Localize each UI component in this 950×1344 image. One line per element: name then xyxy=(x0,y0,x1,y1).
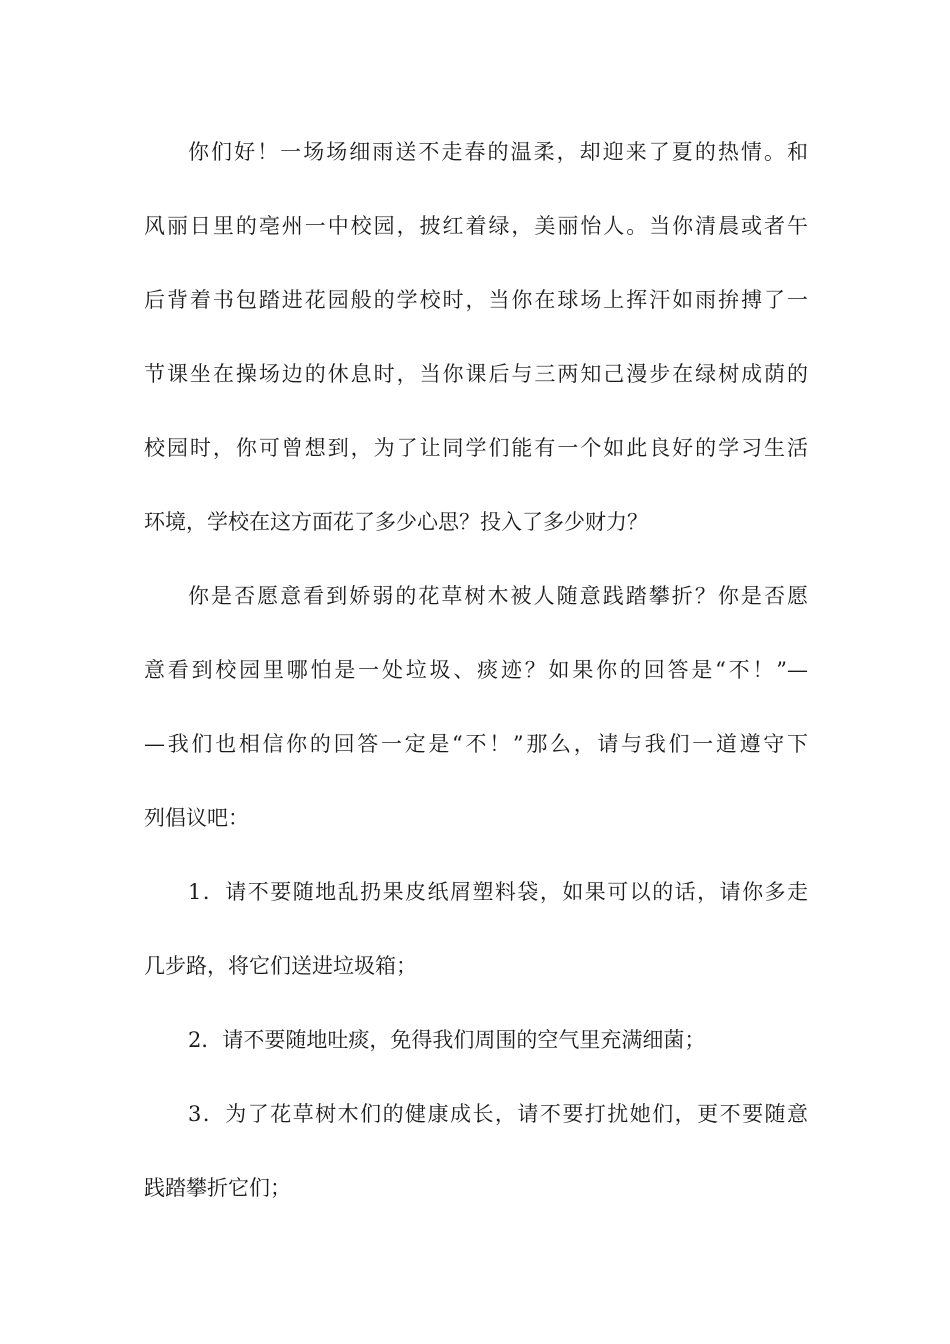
list-item-3: 3．为了花草树木们的健康成长，请不要打扰她们，更不要随意 xyxy=(188,1102,808,1126)
text-line: 践踏攀折它们； xyxy=(144,1176,291,1200)
text-line: 列倡议吧： xyxy=(144,806,249,830)
text-line: 后背着书包踏进花园般的学校时，当你在球场上挥汗如雨拚搏了一 xyxy=(144,288,808,312)
text-line: 意看到校园里哪怕是一处垃圾、痰迹？如果你的回答是“不！”— xyxy=(144,658,808,682)
text-line: 你们好！一场场细雨送不走春的温柔，却迎来了夏的热情。和 xyxy=(188,140,808,164)
list-item-2: 2．请不要随地吐痰，免得我们周围的空气里充满细菌； xyxy=(188,1028,706,1052)
document-body xyxy=(144,132,808,1208)
text-line: 你是否愿意看到娇弱的花草树木被人随意践踏攀折？你是否愿 xyxy=(188,584,808,608)
text-line: 几步路，将它们送进垃圾箱； xyxy=(144,954,417,978)
list-item-1: 1．请不要随地乱扔果皮纸屑塑料袋，如果可以的话，请你多走 xyxy=(188,880,808,904)
text-line: 环境，学校在这方面花了多少心思？投入了多少财力？ xyxy=(144,510,648,534)
text-line: 校园时，你可曾想到，为了让同学们能有一个如此良好的学习生活 xyxy=(144,436,808,460)
text-line: 风丽日里的亳州一中校园，披红着绿，美丽怡人。当你清晨或者午 xyxy=(144,214,808,238)
text-line: —我们也相信你的回答一定是“不！”那么，请与我们一道遵守下 xyxy=(144,732,808,756)
text-line: 节课坐在操场边的休息时，当你课后与三两知己漫步在绿树成荫的 xyxy=(144,362,808,386)
